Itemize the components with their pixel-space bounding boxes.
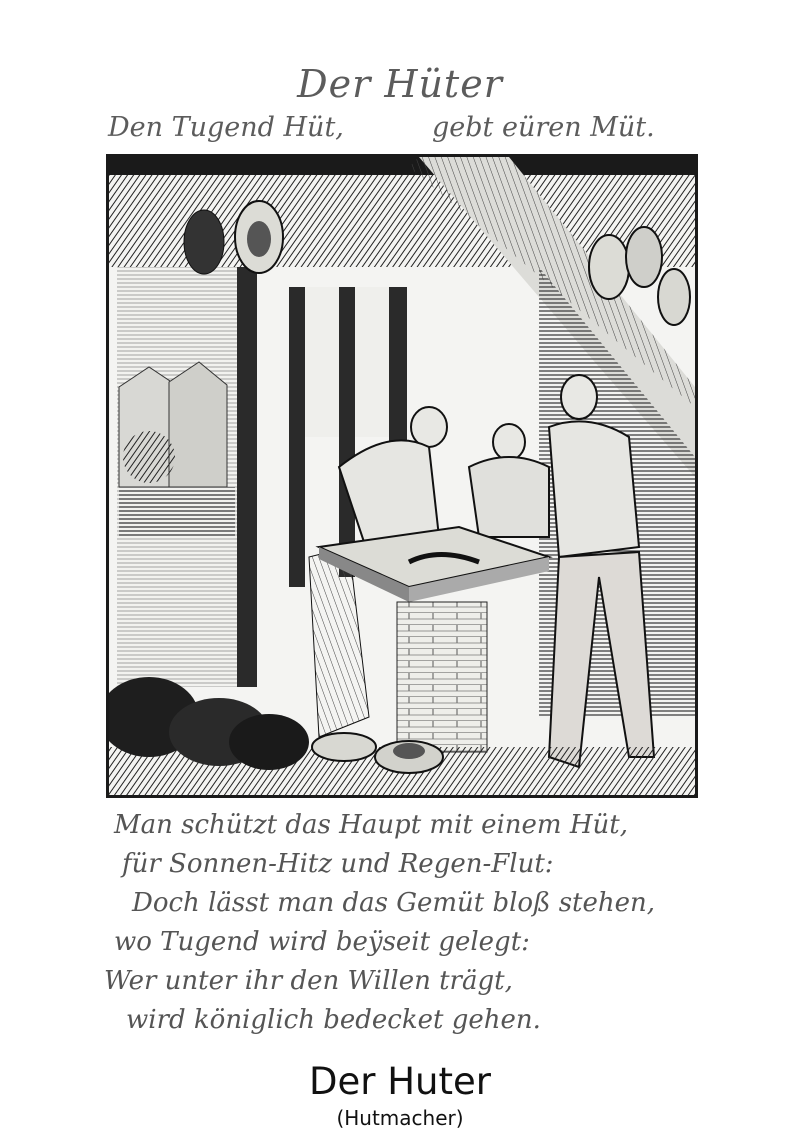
motto-left: Den Tugend Hüt,: [108, 112, 344, 143]
verse-line-2: für Sonnen-Hitz und Regen-Flut:: [122, 849, 554, 879]
worker-middle: [469, 424, 549, 537]
caption-title: Der Huter: [309, 1060, 491, 1103]
motto-title: Der Hüter: [297, 62, 503, 106]
verse-line-4: wo Tugend wird beÿseit gelegt:: [114, 927, 530, 957]
verse-block: [100, 806, 720, 1040]
caption-subtitle: (Hutmacher): [336, 1106, 464, 1130]
motto-right: gebt eüren Müt.: [432, 112, 655, 143]
verse-line-6: wird königlich bedecket gehen.: [126, 1005, 541, 1035]
verse-line-5: Wer unter ihr den Willen trägt,: [104, 966, 513, 996]
engraving-illustration: [106, 154, 698, 798]
verse-line-3: Doch lässt man das Gemüt bloß stehen,: [132, 888, 656, 918]
verse-line-1: Man schützt das Haupt mit einem Hüt,: [114, 810, 628, 840]
felt-pile: [109, 677, 309, 770]
